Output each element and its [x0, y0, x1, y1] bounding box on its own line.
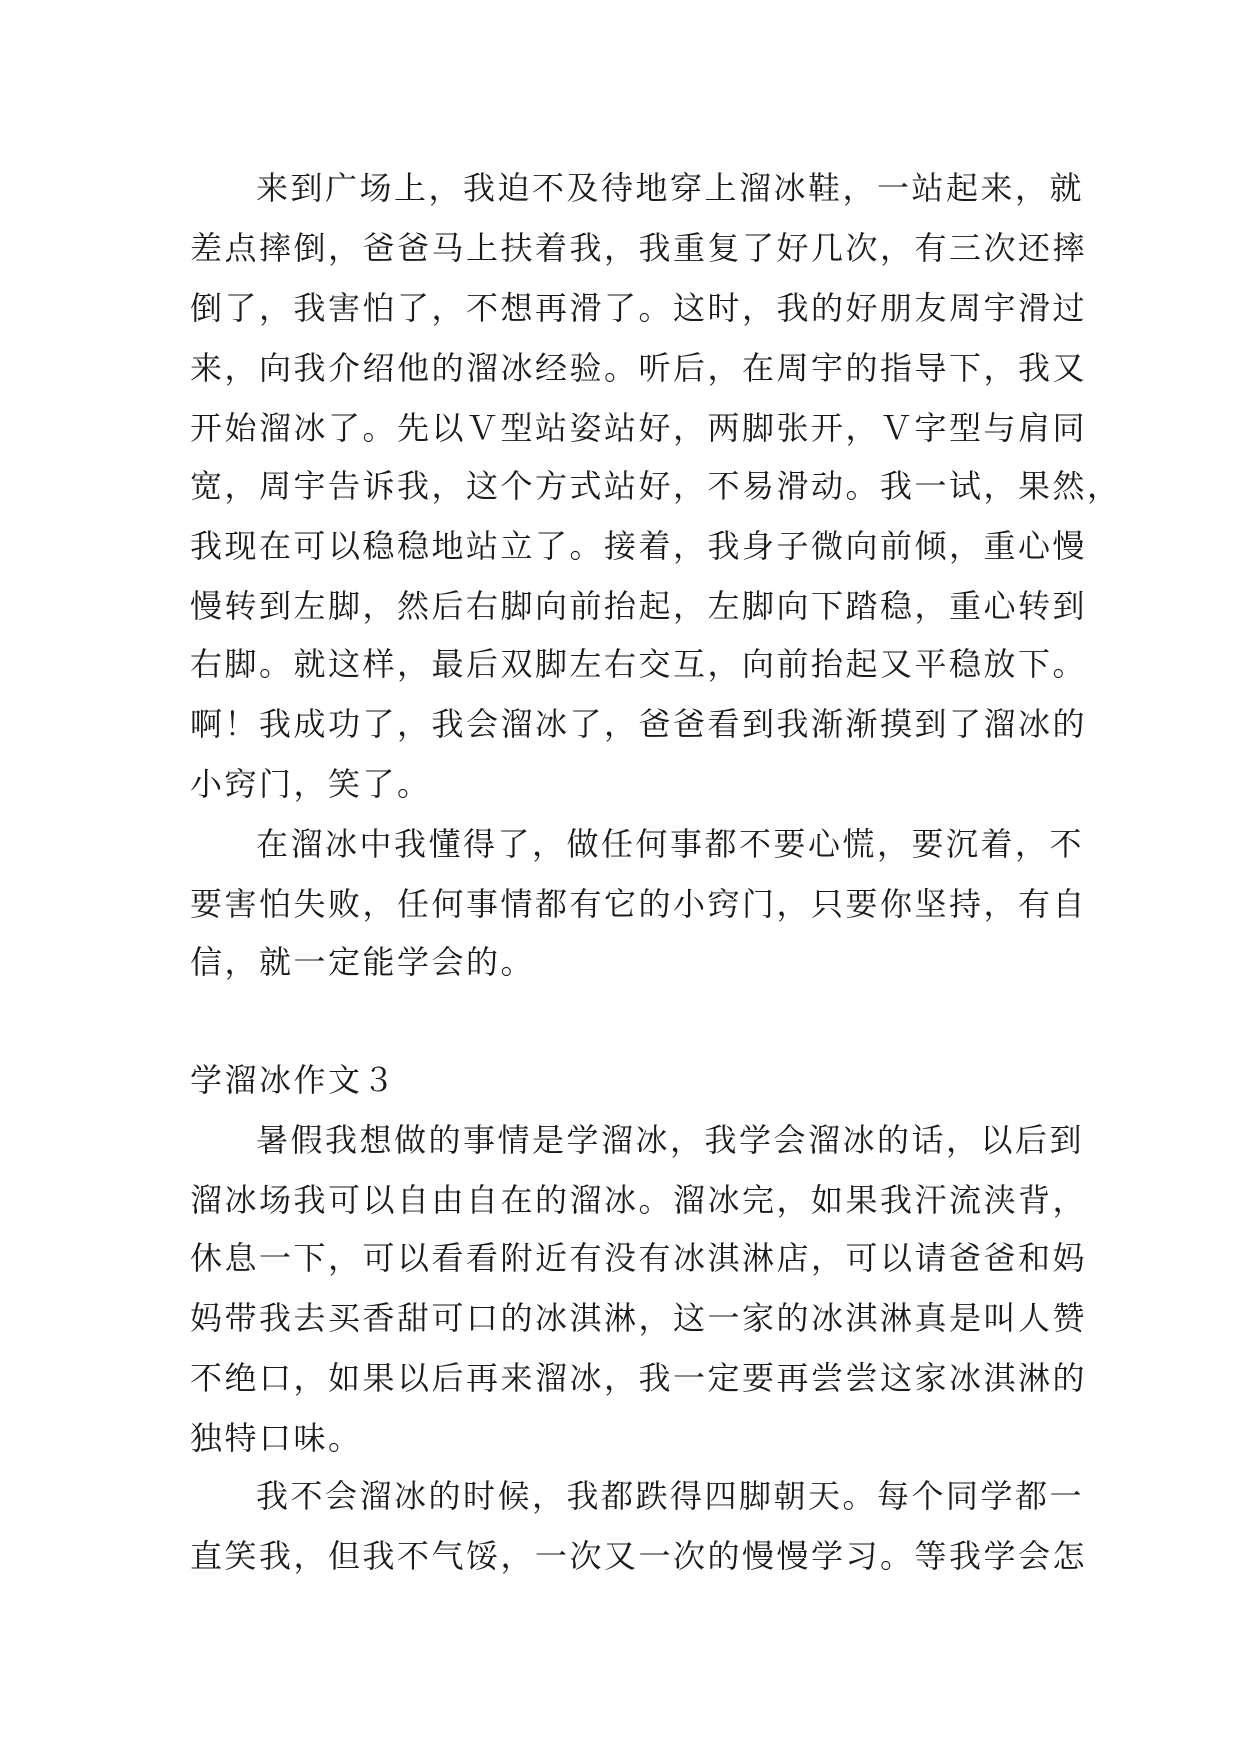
- paragraph-line: 来，向我介绍他的溜冰经验。听后，在周宇的指导下，我又: [190, 349, 1088, 387]
- paragraph-line: 慢转到左脚，然后右脚向前抬起，左脚向下踏稳，重心转到: [190, 587, 1088, 625]
- paragraph-line: 倒了，我害怕了，不想再滑了。这时，我的好朋友周宇滑过: [190, 289, 1088, 327]
- paragraph-line: 暑假我想做的事情是学溜冰，我学会溜冰的话，以后到: [256, 1121, 1085, 1159]
- paragraph-line: 啊！我成功了，我会溜冰了，爸爸看到我渐渐摸到了溜冰的: [190, 705, 1088, 743]
- paragraph-line: 溜冰场我可以自由自在的溜冰。溜冰完，如果我汗流浃背，: [190, 1181, 1088, 1219]
- section-heading: 学溜冰作文３: [190, 1061, 398, 1099]
- paragraph-line: 妈带我去买香甜可口的冰淇淋，这一家的冰淇淋真是叫人赞: [190, 1299, 1088, 1337]
- paragraph-line: 我不会溜冰的时候，我都跌得四脚朝天。每个同学都一: [256, 1477, 1085, 1515]
- paragraph-line: 信，就一定能学会的。: [190, 943, 536, 981]
- paragraph-line: 宽，周宇告诉我，这个方式站好，不易滑动。我一试，果然，: [190, 467, 1122, 505]
- paragraph-line: 来到广场上，我迫不及待地穿上溜冰鞋，一站起来，就: [256, 169, 1085, 207]
- paragraph-line: 直笑我，但我不气馁，一次又一次的慢慢学习。等我学会怎: [190, 1537, 1088, 1575]
- paragraph-line: 休息一下，可以看看附近有没有冰淇淋店，可以请爸爸和妈: [190, 1239, 1088, 1277]
- paragraph-line: 我现在可以稳稳地站立了。接着，我身子微向前倾，重心慢: [190, 527, 1088, 565]
- paragraph-line: 开始溜冰了。先以Ｖ型站姿站好，两脚张开，Ｖ字型与肩同: [190, 409, 1088, 447]
- paragraph-line: 差点摔倒，爸爸马上扶着我，我重复了好几次，有三次还摔: [190, 229, 1088, 267]
- paragraph-line: 不绝口，如果以后再来溜冰，我一定要再尝尝这家冰淇淋的: [190, 1359, 1088, 1397]
- paragraph-line: 在溜冰中我懂得了，做任何事都不要心慌，要沉着，不: [256, 825, 1085, 863]
- paragraph-line: 右脚。就这样，最后双脚左右交互，向前抬起又平稳放下。: [190, 645, 1088, 683]
- paragraph-line: 要害怕失败，任何事情都有它的小窍门，只要你坚持，有自: [190, 885, 1088, 923]
- paragraph-line: 独特口味。: [190, 1419, 363, 1457]
- paragraph-line: 小窍门，笑了。: [190, 765, 432, 803]
